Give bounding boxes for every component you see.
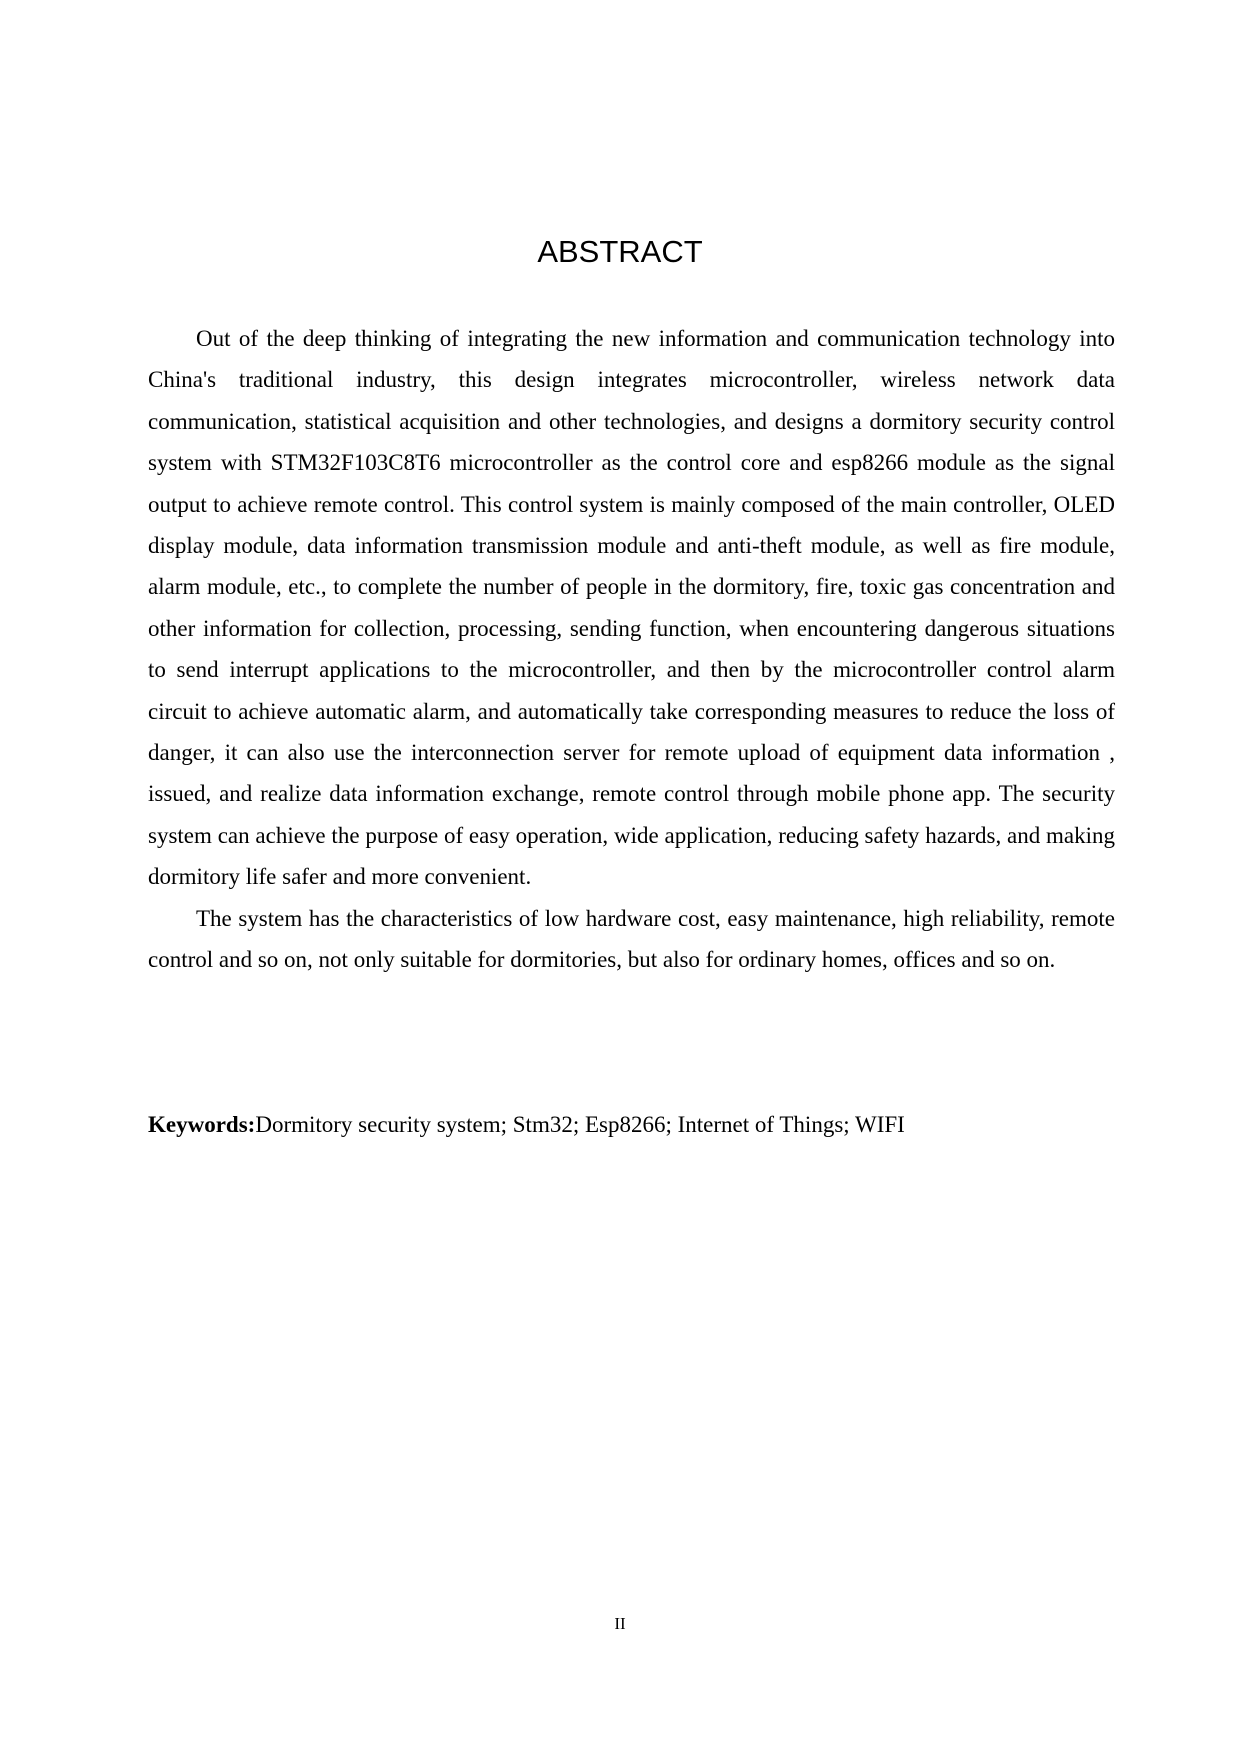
keywords-text: Dormitory security system; Stm32; Esp8266; Internet of Things; WIFI	[255, 1112, 905, 1137]
abstract-body	[148, 318, 1115, 981]
page-number: II	[614, 1614, 626, 1633]
abstract-title: ABSTRACT	[537, 234, 703, 269]
keywords-label: Keywords:	[148, 1112, 256, 1137]
keywords-line	[148, 1104, 1115, 1145]
abstract-paragraph-2: The system has the characteristics of low hardware cost, easy maintenance, high reliability, remote control and so on, not only suitable for dormitories, but also for ordinary homes, offices and so on.	[148, 905, 1115, 973]
abstract-paragraph-1: Out of the deep thinking of integrating the new information and communication technology into China's traditional industry, this design integrates microcontroller, wireless network data communication, statistical acquisition and other technologies, and designs a dormitory security control system with STM32F103C8T6 microcontroller as the control core and esp8266 module as the signal output to achieve remote control. This control system is mainly composed of the main controller, OLED display module, data information transmission module and anti-theft module, as well as fire module, alarm module, etc., to complete the number of people in the dormitory, fire, toxic gas concentration and other information for collection, processing, sending function, when encountering dangerous situations to send interrupt applications to the microcontroller, and then by the microcontroller control alarm circuit to achieve automatic alarm, and automatically take corresponding measures to reduce the loss of danger, it can also use the interconnection server for remote upload of equipment data information , issued, and realize data information exchange, remote control through mobile phone app. The security system can achieve the purpose of easy operation, wide application, reducing safety hazards, and making dormitory life safer and more convenient.	[148, 326, 1115, 890]
